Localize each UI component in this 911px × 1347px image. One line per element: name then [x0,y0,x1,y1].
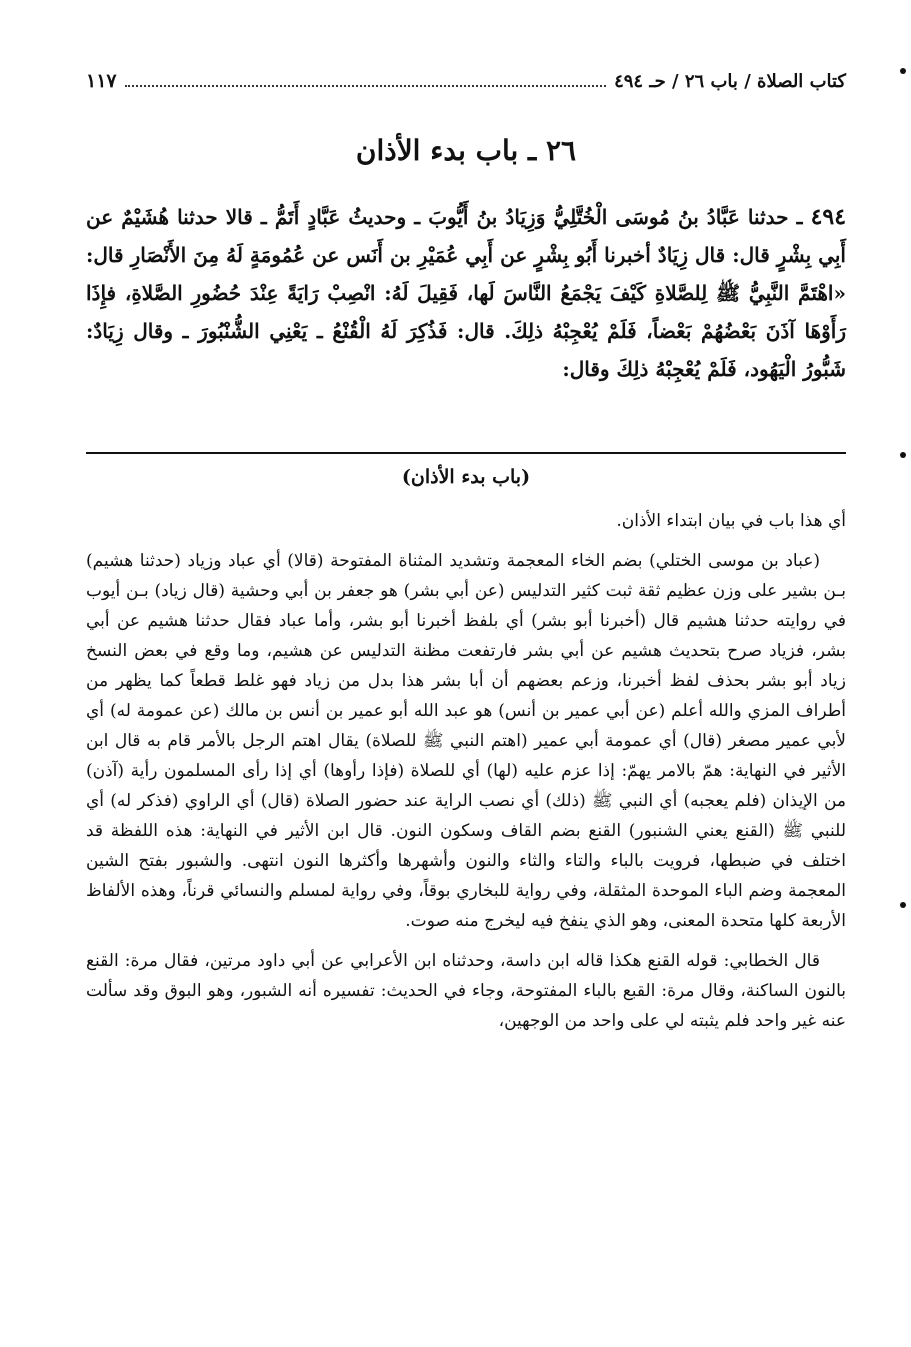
commentary-paragraph-2: (عباد بن موسى الختلي) بضم الخاء المعجمة وتشديد المثناة المفتوحة (قالا) أي عباد وزياد (حدثنا هشيم) بـن بشير على وزن عظيم ثقة ثبت كثير التدليس (عن أبي بشر) هو جعفر بن أبي وحشية (قال زياد) بـن أيوب في روايته حدثنا هشيم قال (أخبرنا أبو بشر) أي بلفظ أخبرنا أبو بشر، وأما عباد فقال حدثنا هشيم عن أبي بشر، فزياد صرح بتحديث هشيم عن أبي بشر فارتفعت مظنة التدليس عن هشيم، وما وقع في بعض النسخ زياد أبو بشر بحذف لفظ أخبرنا، وزعم بعضهم أن أبا بشر هذا بدل من زياد فهو غلط قطعاً كما يظهر من أطراف المزي والله أعلم (عن أبي عمير بن أنس) هو عبد الله أبو عمير بن أنس بن مالك (عن عمومة له) أي لأبي عمير مصغر (قال) أي عمومة أبي عمير (اهتم النبي ﷺ للصلاة) يقال اهتم الرجل بالأمر قام به قال ابن الأثير في النهاية: همّ بالامر يهمّ: إذا عزم عليه (لها) أي للصلاة (فإذا رأوها) أي إذا رأى المسلمون رأية (آذن) من الإيذان (فلم يعجبه) أي النبي ﷺ (ذلك) أي نصب الراية عند حضور الصلاة (قال) أي الراوي (فذكر له) أي للنبي ﷺ (القنع يعني الشنبور) القنع بضم القاف وسكون النون. قال ابن الأثير في النهاية: هذه اللفظة قد اختلف في ضبطها، فرويت بالباء والتاء والثاء والنون وأشهرها وأكثرها النون انتهى. والشبور بفتح الشين المعجمة وضم الباء الموحدة المثقلة، وفي رواية للبخاري بوقاً، وفي رواية لمسلم والنسائي قرناً، وهذه الألفاظ الأربعة كلها متحدة المعنى، وهو الذي ينفخ فيه ليخرج منه صوت. [86,551,846,931]
margin-dot [900,902,906,908]
commentary-chapter-title: (باب بدء الأذان) [401,466,531,488]
chapter-heading: ٢٦ ـ باب بدء الأذان [355,134,577,167]
section-divider [86,452,846,454]
hadith-body: ـ حدثنا عَبَّادُ بنُ مُوسَى الْخُتَّلِيُّ وَزِيَادُ بنُ أَيُّوبَ ـ وحديثُ عَبَّادٍ أَتَمُّ ـ قالا حدثنا هُشَيْمٌ عن أَبِي بِشْرٍ قال: قال زِيَادٌ أخبرنا أَبُو بِشْرٍ عن أَبِي عُمَيْرِ بن أَنَس عن عُمُومَةٍ لَهُ مِنَ الأَنْصَارِ قال: «اهْتَمَّ النَّبِيُّ ﷺ لِلصَّلاةِ كَيْفَ يَجْمَعُ النَّاسَ لَها، فَقِيلَ لَهُ: انْصِبْ رَايَةً عِنْدَ حُضُورِ الصَّلاةِ، فإِذَا رَأَوْهَا آذَنَ بَعْضُهُمْ بَعْضاً، فَلَمْ يُعْجِبْهُ ذلِكَ. قال: فَذُكِرَ لَهُ الْقُنْعُ ـ يَعْنِي الشُّنْبُورَ ـ وقال زِيَادٌ: شَبُّورُ الْيَهُود، فَلَمْ يُعْجِبْهُ ذلِكَ وقال: [86,205,846,381]
running-title: كتاب الصلاة / باب ٢٦ / حـ ٤٩٤ [614,71,846,92]
hadith-text-block [86,198,846,388]
running-header [86,70,846,110]
commentary-paragraph-1: أي هذا باب في بيان ابتداء الأذان. [616,511,846,531]
page-number: ١١٧ [86,70,117,92]
dot-leader [125,71,606,87]
margin-dot [900,68,906,74]
hadith-number: ٤٩٤ [810,204,847,230]
commentary-block [86,462,846,1046]
margin-dot [900,452,906,458]
commentary-paragraph-3: قال الخطابي: قوله القنع هكذا قاله ابن داسة، وحدثناه ابن الأعرابي عن أبي داود مرتين، فقال مرة: القنع بالنون الساكنة، وقال مرة: القبع بالباء المفتوحة، وجاء في الحديث: تفسيره أنه الشبور، وهو البوق وقد سألت عنه غير واحد فلم يثبته لي على واحد من الوجهين، [86,951,846,1031]
